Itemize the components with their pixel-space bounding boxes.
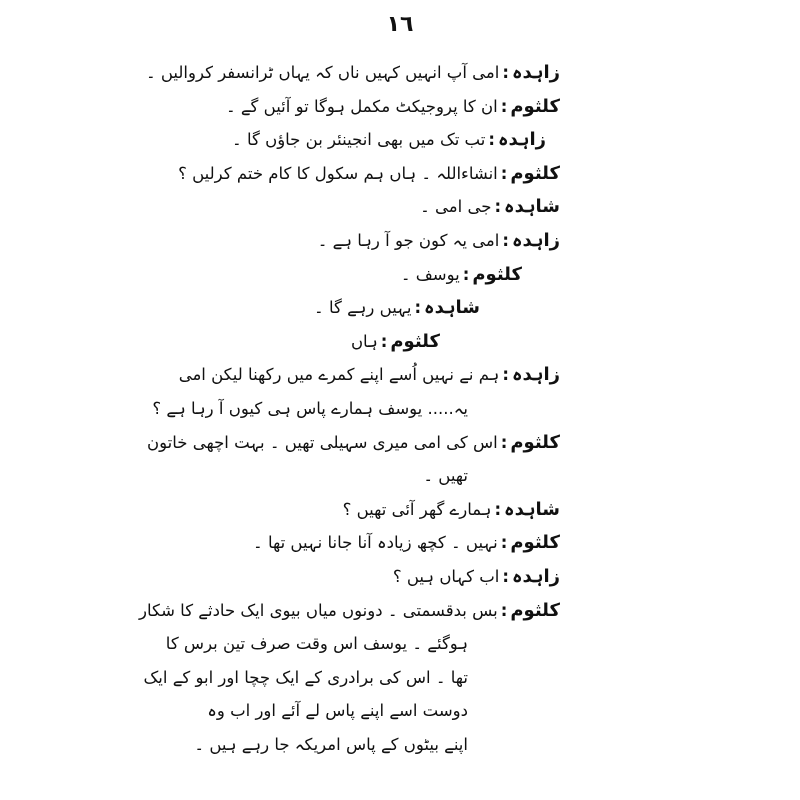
speaker-separator: :	[502, 63, 509, 82]
speaker-name: کلثوم	[510, 431, 560, 453]
dialogue-line	[200, 325, 560, 359]
dialogue-line	[147, 426, 560, 460]
dialogue-line	[178, 157, 560, 191]
dialogue-line	[145, 56, 560, 90]
dialogue-text-span: ہوگئے ۔ یوسف اس وقت صرف تین برس کا	[165, 634, 468, 654]
dialogue-text-span: تھا ۔ اس کی برادری کے ایک چچا اور ابو کے ایک	[143, 667, 468, 687]
dialogue-text-span: ان کا پروجیکٹ مکمل ہوگا تو آئیں گے ۔	[225, 96, 498, 116]
speaker-separator: :	[488, 130, 495, 150]
dialogue-line	[178, 358, 560, 392]
speaker-name: زاہدہ	[511, 229, 560, 251]
speaker-name: کلثوم	[510, 162, 560, 184]
speaker-name: کلثوم	[510, 95, 560, 117]
dialogue-continuation	[165, 627, 560, 661]
page-number: ١٦	[386, 12, 414, 37]
speaker-name: زاہدہ	[497, 129, 546, 151]
speaker-separator: :	[414, 298, 422, 318]
speaker-separator: :	[462, 264, 470, 284]
dialogue-text-span: امی آپ انہیں کہیں ناں کہ یہاں ٹرانسفر کروالیں ۔	[145, 63, 500, 82]
dialogue-continuation	[194, 728, 560, 762]
speaker-separator: :	[500, 163, 508, 183]
speaker-separator: :	[500, 432, 508, 452]
speaker-name: زاہدہ	[511, 565, 560, 587]
dialogue-continuation	[143, 661, 560, 695]
dialogue-line	[139, 594, 560, 628]
dialogue-text-span: اپنے بیٹوں کے پاس امریکہ جا رہے ہیں ۔	[194, 734, 468, 754]
dialogue-line	[200, 493, 560, 527]
dialogue-continuation	[200, 694, 560, 728]
dialogue-line	[200, 190, 560, 224]
dialogue-text-span: یہ..... یوسف ہمارے پاس ہی کیوں آ رہا ہے ؟	[152, 398, 468, 418]
speaker-name: شاہدہ	[424, 297, 480, 319]
speaker-name: کلثوم	[510, 532, 560, 554]
dialogue-text-span: اب کہاں ہیں ؟	[392, 566, 500, 586]
dialogue-text-span: جی امی ۔	[420, 197, 492, 217]
speaker-separator: :	[500, 96, 508, 116]
dialogue-text-span: ہم نے نہیں اُسے اپنے کمرے میں رکھنا لیکن امی	[178, 365, 500, 385]
speaker-name: زاہدہ	[511, 364, 560, 386]
dialogue-text-span: یوسف ۔	[400, 264, 460, 284]
dialogue-text-span: یہیں رہے گا ۔	[314, 298, 412, 318]
speaker-name: کلثوم	[390, 330, 440, 352]
speaker-separator: :	[494, 499, 502, 519]
dialogue-continuation	[200, 459, 560, 493]
dialogue-continuation	[152, 392, 560, 426]
speaker-separator: :	[502, 566, 509, 586]
speaker-name: زاہدہ	[511, 62, 560, 83]
speaker-separator: :	[502, 365, 509, 385]
dialogue-text-span: ہمارے گھر آئی تھیں ؟	[342, 499, 492, 519]
dialogue-line	[200, 224, 560, 258]
dialogue-text-span: اس کی امی میری سہیلی تھیں ۔ بہت اچھی خاتون	[147, 432, 498, 452]
dialogue-line	[200, 526, 560, 560]
dialogue-line	[200, 90, 560, 124]
dialogue-line	[200, 291, 560, 325]
dialogue-text-span: امی یہ کون جو آ رہا ہے ۔	[317, 230, 500, 250]
speaker-name: شاہدہ	[504, 498, 560, 520]
dialogue-text	[139, 56, 560, 761]
dialogue-line	[200, 123, 560, 157]
dialogue-text-span: انشاءاللہ ۔ ہاں ہم سکول کا کام ختم کرلیں ؟	[178, 163, 498, 183]
speaker-name: شاہدہ	[504, 196, 560, 218]
speaker-separator: :	[494, 197, 502, 217]
dialogue-text-span: ہاں	[350, 331, 378, 351]
speaker-separator: :	[502, 230, 509, 250]
speaker-separator: :	[380, 331, 388, 351]
dialogue-text-span: دوست اسے اپنے پاس لے آئے اور اب وہ	[207, 701, 468, 721]
speaker-name: کلثوم	[510, 599, 560, 621]
dialogue-text-span: بس بدقسمتی ۔ دونوں میاں بیوی ایک حادثے کا شکار	[139, 600, 498, 620]
dialogue-line	[200, 560, 560, 594]
dialogue-text-span: نہیں ۔ کچھ زیادہ آنا جانا نہیں تھا ۔	[253, 533, 498, 553]
dialogue-text-span: تھیں ۔	[423, 466, 468, 486]
dialogue-text-span: تب تک میں بھی انجینئر بن جاؤں گا ۔	[232, 130, 486, 150]
speaker-separator: :	[500, 600, 508, 620]
speaker-name: کلثوم	[472, 263, 522, 285]
dialogue-line	[200, 258, 560, 292]
speaker-separator: :	[500, 533, 508, 553]
